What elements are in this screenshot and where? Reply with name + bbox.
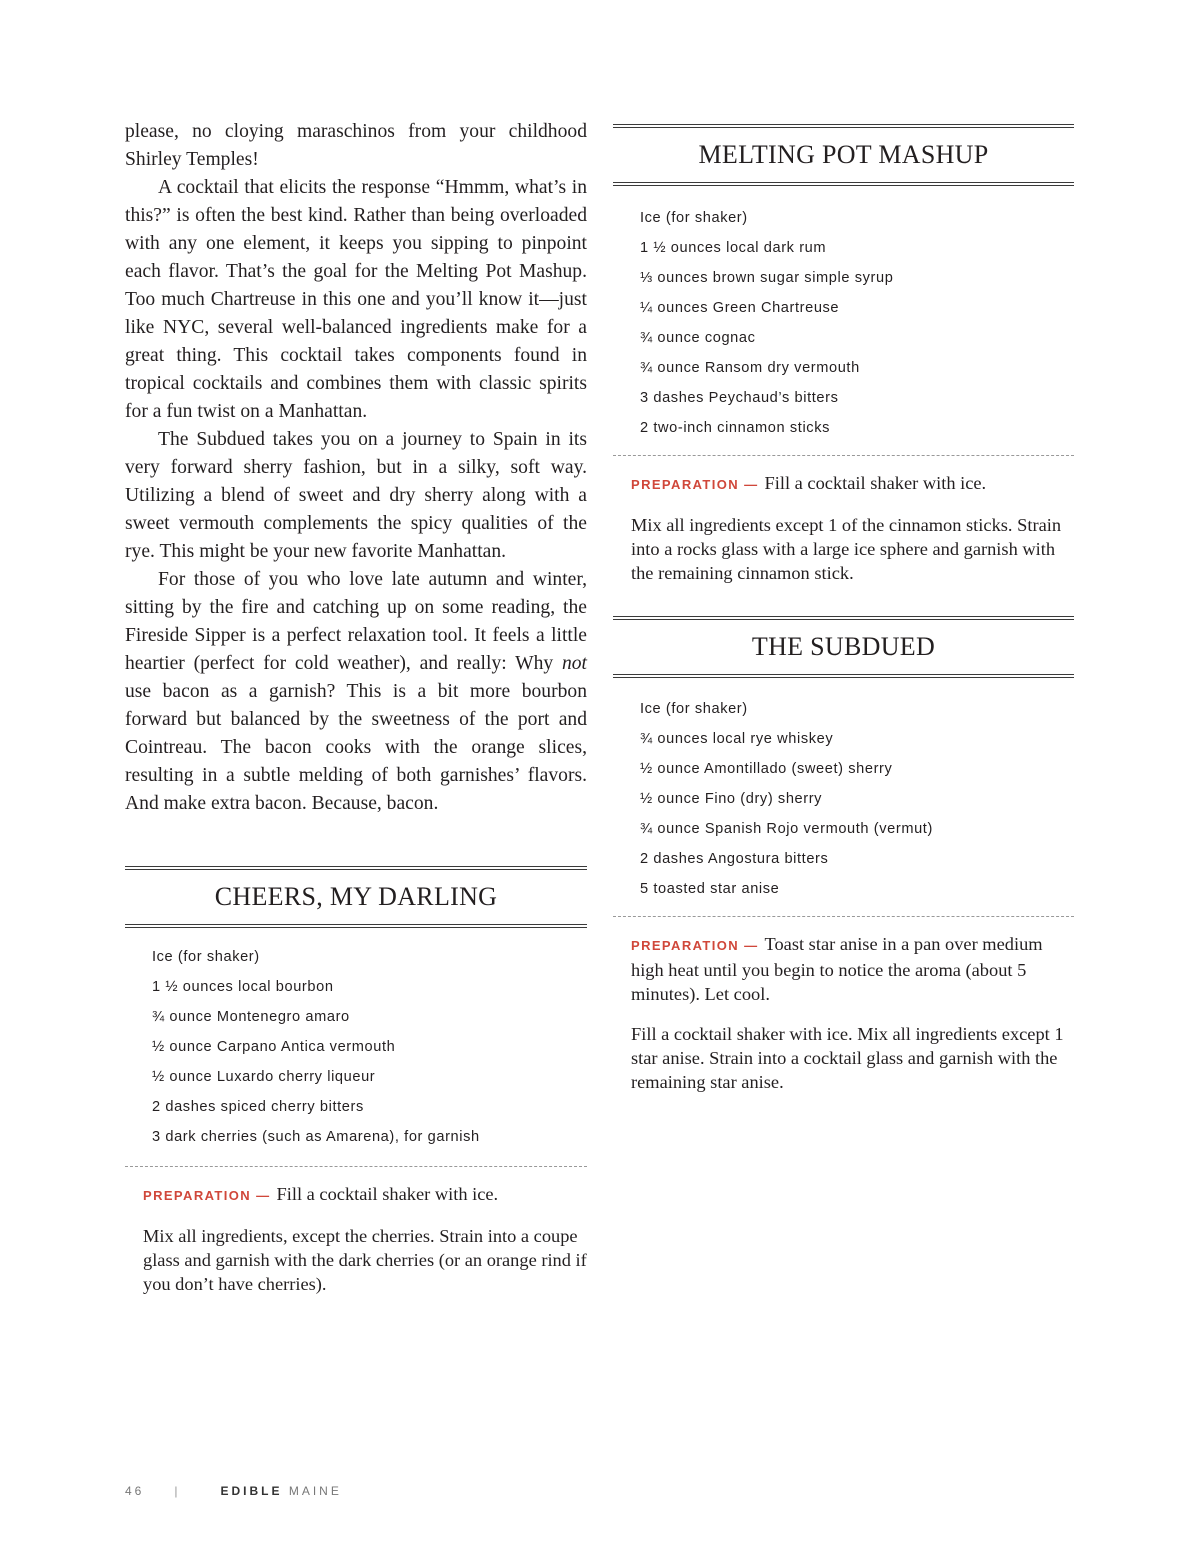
article-paragraph [125, 566, 587, 818]
ingredient-item: 2 two-inch cinnamon sticks [640, 420, 830, 436]
ingredient-item: 3 dashes Peychaud’s bitters [640, 390, 839, 406]
preparation-step: Fill a cocktail shaker with ice. Mix all ingredients except 1 star anise. Strain into a cocktail glass and garnish with the remaining star anise. [631, 1024, 1064, 1092]
ingredient-item: ½ ounce Luxardo cherry liqueur [152, 1069, 376, 1085]
article-emphasis: not [561, 653, 587, 674]
ingredient-item: ½ ounce Fino (dry) sherry [640, 791, 823, 807]
ingredient-item: ¾ ounce Ransom dry vermouth [640, 360, 860, 376]
ingredient-item: 3 dark cherries (such as Amarena), for garnish [152, 1129, 480, 1145]
ingredient-item: 1 ½ ounces local bourbon [152, 979, 334, 995]
recipe-melting-pot-mashup [613, 124, 1074, 585]
preparation-label: PREPARATION — [631, 477, 759, 492]
dashed-divider [125, 1166, 587, 1167]
ingredient-item: ¾ ounces local rye whiskey [640, 731, 834, 747]
article-paragraph: please, no cloying maraschinos from your childhood Shirley Temples! [125, 121, 587, 170]
preparation [613, 471, 1074, 585]
publication-name-light: MAINE [288, 1484, 342, 1498]
ingredient-list [125, 942, 587, 1152]
ingredient-item: ¾ ounce Montenegro amaro [152, 1009, 350, 1025]
dashed-divider [613, 916, 1074, 917]
ingredient-item: 2 dashes Angostura bitters [640, 851, 829, 867]
ingredient-item: ⅓ ounces brown sugar simple syrup [640, 270, 894, 286]
footer-separator: | [174, 1484, 181, 1498]
recipe-cheers-my-darling [125, 866, 587, 1296]
ingredient-item: Ice (for shaker) [640, 210, 748, 226]
preparation [125, 1182, 587, 1296]
ingredient-item: 1 ½ ounces local dark rum [640, 240, 827, 256]
recipe-title: CHEERS, MY DARLING [125, 866, 587, 928]
preparation [613, 932, 1074, 1094]
preparation-text: Toast star anise in a pan over medium high heat until you begin to notice the aroma (about 5 minutes). Let cool. [631, 934, 1043, 1004]
ingredient-item: ¾ ounce cognac [640, 330, 756, 346]
ingredient-list [613, 203, 1074, 443]
preparation-step: Mix all ingredients except 1 of the cinnamon sticks. Strain into a rocks glass with a large ice sphere and garnish with the remaining cinnamon stick. [631, 515, 1062, 583]
recipe-the-subdued [613, 616, 1074, 1094]
ingredient-item: ½ ounce Carpano Antica vermouth [152, 1039, 396, 1055]
dashed-divider [613, 455, 1074, 456]
recipe-title: THE SUBDUED [613, 616, 1074, 678]
ingredient-list [613, 694, 1074, 904]
article-text: use bacon as a garnish? This is a bit more bourbon forward but balanced by the sweetness of the port and Cointreau. The bacon cooks with the orange slices, resulting in a subtle melding of both garnishes’ flavors. And make extra bacon. Because, bacon. [125, 681, 587, 814]
ingredient-item: ¾ ounce Spanish Rojo vermouth (vermut) [640, 821, 933, 837]
left-column [125, 118, 587, 1296]
ingredient-item: 2 dashes spiced cherry bitters [152, 1099, 364, 1115]
ingredient-item: Ice (for shaker) [640, 701, 748, 717]
preparation-text: Fill a cocktail shaker with ice. [764, 473, 987, 493]
article-text: For those of you who love late autumn and winter, sitting by the fire and catching up on some reading, the Fireside Sipper is a perfect relaxation tool. It feels a little heartier (perfect for cold weather), and really: Why [125, 569, 587, 674]
preparation-label: PREPARATION — [143, 1188, 271, 1203]
ingredient-item: ½ ounce Amontillado (sweet) sherry [640, 761, 893, 777]
article-paragraph: A cocktail that elicits the response “Hmmm, what’s in this?” is often the best kind. Rather than being overloaded with any one element, it keeps you sipping to pinpoint each flavor. That’s the goal for the Melting Pot Mashup. Too much Chartreuse in this one and you’ll know it—just like NYC, several well-balanced ingredients make for a great thing. This cocktail takes components found in tropical cocktails and combines them with classic spirits for a fun twist on a Manhattan. [125, 177, 587, 422]
ingredient-item: Ice (for shaker) [152, 949, 260, 965]
article-body [125, 118, 587, 818]
page-number: 46 [125, 1484, 145, 1498]
ingredient-item: ¼ ounces Green Chartreuse [640, 300, 840, 316]
page-footer [125, 1484, 342, 1498]
preparation-text: Fill a cocktail shaker with ice. [276, 1184, 499, 1204]
preparation-step [143, 1182, 587, 1208]
publication-name-bold: EDIBLE [220, 1484, 283, 1498]
preparation-label: PREPARATION — [631, 938, 759, 953]
right-column [613, 124, 1074, 1094]
article-paragraph: The Subdued takes you on a journey to Spain in its very forward sherry fashion, but in a silky, soft way. Utilizing a blend of sweet and dry sherry along with a sweet vermouth complements the spicy qualities of the rye. This might be your new favorite Manhattan. [125, 429, 587, 562]
ingredient-item: 5 toasted star anise [640, 881, 780, 897]
preparation-step [631, 932, 1074, 1006]
recipe-title: MELTING POT MASHUP [613, 124, 1074, 186]
preparation-step: Mix all ingredients, except the cherries. Strain into a coupe glass and garnish with the dark cherries (or an orange rind if you don’t have cherries). [143, 1226, 587, 1294]
preparation-step [631, 471, 1074, 497]
